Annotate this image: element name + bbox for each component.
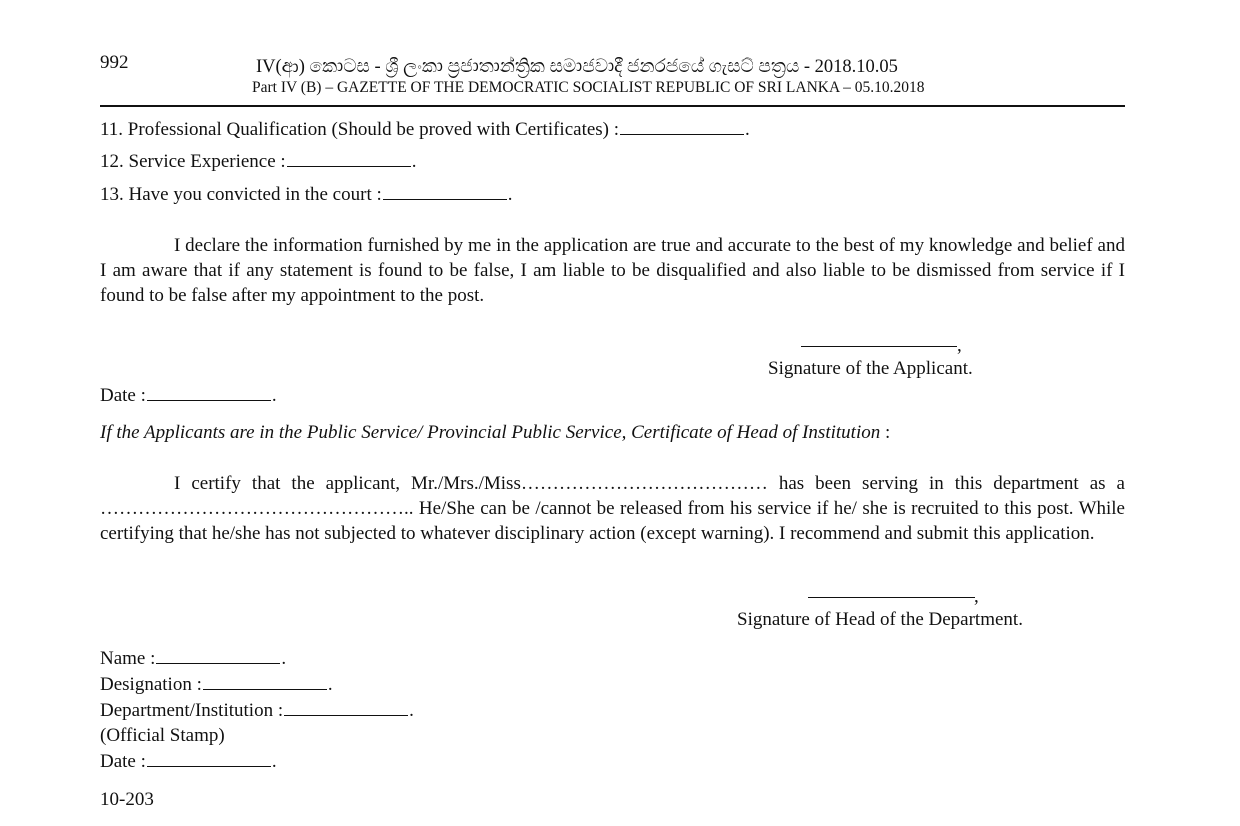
period: . — [327, 674, 333, 695]
certificate-paragraph: I certify that the applicant, Mr./Mrs./Miss………………………………… has been serving in this department as a ………………………………………….. He/She can be /cannot be released from his service if he/ she is recruited to this post. While certifying that he/she has not subjected to whatever disciplinary action (except warning). I recommend and submit this application. — [100, 473, 1125, 544]
answer-blank — [620, 120, 744, 135]
period: . — [745, 119, 750, 140]
certificate-heading — [100, 422, 890, 444]
answer-blank — [156, 649, 280, 664]
period: . — [271, 385, 277, 406]
applicant-signature-line — [801, 346, 957, 347]
applicant-signature-label: Signature of the Applicant. — [768, 358, 973, 379]
signature-comma: , — [957, 335, 962, 356]
head-date-field — [100, 751, 277, 773]
form-item-label: 12. Service Experience : — [100, 151, 286, 172]
date-label: Date : — [100, 385, 146, 406]
page-number: 992 — [100, 52, 129, 73]
official-stamp-label: (Official Stamp) — [100, 725, 225, 746]
answer-blank — [383, 185, 507, 200]
gazette-title-english: Part IV (B) – GAZETTE OF THE DEMOCRATIC SOCIALIST REPUBLIC OF SRI LANKA – 05.10.2018 — [252, 79, 925, 96]
certificate-heading-colon: : — [880, 422, 891, 443]
form-item-label: 13. Have you convicted in the court : — [100, 184, 382, 205]
designation-field — [100, 674, 333, 696]
form-item-court-conviction — [100, 184, 513, 206]
period: . — [281, 648, 287, 669]
form-item-label: 11. Professional Qualification (Should be proved with Certificates) : — [100, 119, 620, 140]
answer-blank — [287, 152, 411, 167]
declaration-paragraph: I declare the information furnished by me in the application are true and accurate to the best of my knowledge and belief and I am aware that if any statement is found to be false, I am liable to be disqualified and also liable to be dismissed from service if I found to be false after my appointment to the post. — [100, 235, 1125, 306]
period: . — [271, 751, 277, 772]
applicant-date-field — [100, 385, 277, 407]
period: . — [409, 700, 414, 721]
period: . — [507, 184, 513, 205]
head-signature-label: Signature of Head of the Department. — [737, 609, 1023, 630]
date-label: Date : — [100, 751, 146, 772]
department-field — [100, 700, 414, 722]
name-label: Name : — [100, 648, 156, 669]
footer-code: 10-203 — [100, 789, 154, 810]
designation-label: Designation : — [100, 674, 202, 695]
department-label: Department/Institution : — [100, 700, 284, 721]
answer-blank — [284, 701, 408, 716]
signature-comma: , — [974, 586, 979, 607]
gazette-title-sinhala: IV(ආ) කොටස - ශ්‍රී ලංකා ප්‍රජාතාන්ත්‍රික සමාජවාදී ජනරජයේ ගැසට් පත්‍රය - 2018.10.05 — [256, 57, 898, 77]
form-item-service-experience — [100, 151, 416, 173]
answer-blank — [203, 675, 327, 690]
answer-blank — [147, 386, 271, 401]
form-item-professional-qualification — [100, 119, 750, 141]
period: . — [411, 151, 417, 172]
head-signature-line — [808, 597, 975, 598]
header-rule — [100, 105, 1125, 107]
name-field — [100, 648, 286, 670]
answer-blank — [147, 752, 271, 767]
certificate-heading-text: If the Applicants are in the Public Service/ Provincial Public Service, Certificate of Head of Institution — [100, 422, 881, 443]
